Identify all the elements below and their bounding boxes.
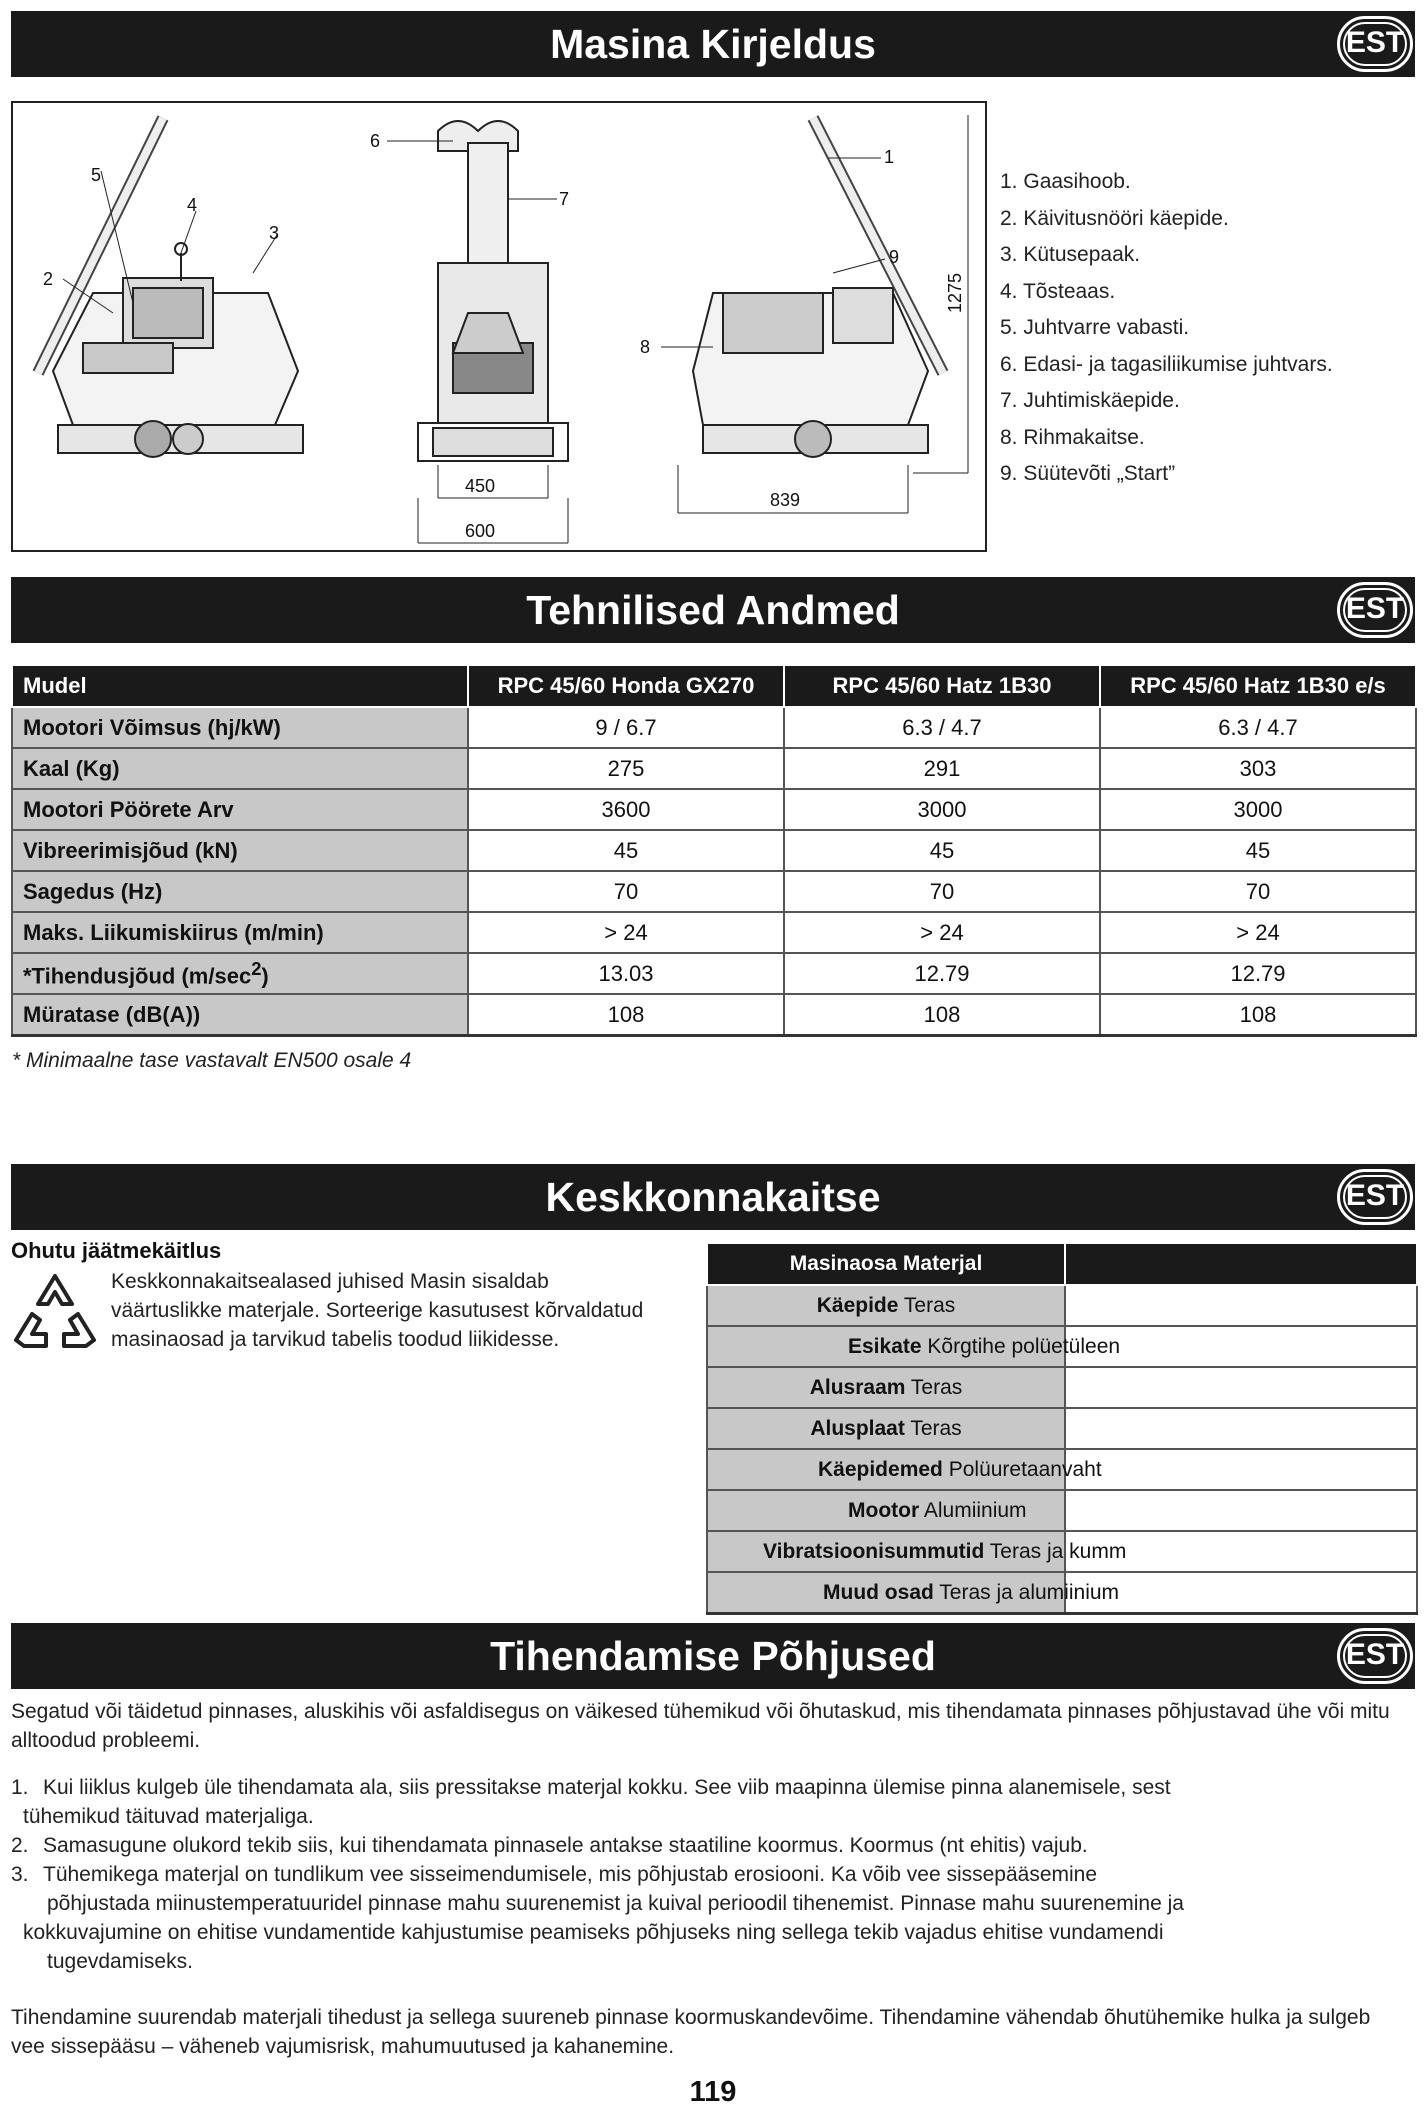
table-cell: > 24 [1100,912,1416,953]
row-label: Müratase (dB(A)) [12,994,468,1036]
table-cell: 3600 [468,789,784,830]
table-row [12,707,1416,748]
list-item: 1. Kui liiklus kulgeb üle tihendamata ala, siis pressitakse materjal kokku. See viib maapinna ülemise pinna alanemisele, sest [11,1776,1171,1799]
language-badge: EST [1337,582,1413,638]
empty-cell [1065,1367,1417,1408]
section-title: Tehnilised Andmed [526,587,900,633]
table-cell: 13.03 [468,953,784,994]
callout-1: 1 [884,147,895,167]
empty-cell [1065,1408,1417,1449]
dim-600: 600 [465,521,496,541]
list-item-continued: tugevdamiseks. [47,1950,193,1973]
section-title: Masina Kirjeldus [550,21,876,67]
table-row [707,1531,1417,1572]
table-row [707,1449,1417,1490]
legend-item: 1. Gaasihoob. [1000,170,1131,193]
machine-diagram [11,101,987,552]
table-row [12,871,1416,912]
compaction-intro: Segatud või täidetud pinnases, aluskihis või asfaldisegus on väikesed tühemikud või õhutaskud, mis tihendamata pinnases põhjustavad ühe või mitu alltoodud probleemi. [11,1700,1390,1752]
section-header-env [11,1164,1415,1230]
table-cell: 108 [468,994,784,1036]
empty-cell [1065,1490,1417,1531]
language-badge: EST [1337,16,1413,72]
row-label: Kaal (Kg) [12,748,468,789]
row-label: Maks. Liikumiskiirus (m/min) [12,912,468,953]
table-cell: 9 / 6.7 [468,707,784,748]
table-cell: 45 [468,830,784,871]
material-cell: Alusraam Teras [707,1367,1065,1408]
compaction-problems-list [11,1773,1391,1976]
row-label: Vibreerimisjõud (kN) [12,830,468,871]
column-header: Masinaosa Materjal [707,1243,1065,1285]
column-header: Mudel [12,665,468,707]
legend-item: 6. Edasi- ja tagasiliikumise juhtvars. [1000,352,1333,376]
section-header-compaction [11,1623,1415,1689]
row-label: Sagedus (Hz) [12,871,468,912]
row-label: *Tihendusjõud $(m/\sec^2)$ [12,953,468,994]
list-item-continued: tühemikud täituvad materjaliga. [23,1805,314,1828]
callout-5: 5 [91,165,102,185]
table-cell: 70 [468,871,784,912]
legend-item: 2. Käivitusnööri käepide. [1000,206,1229,230]
section-title: Keskkonnakaitse [545,1174,881,1220]
callout-8: 8 [640,337,651,357]
list-item-continued: põhjustada miinustemperatuuridel pinnase mahu suurenemist ja kuival perioodil tihenemist. Pinnase mahu suurenemine ja [47,1892,1184,1915]
table-row [707,1572,1417,1614]
legend-item: 5. Juhtvarre vabasti. [1000,316,1190,339]
callout-2: 2 [43,269,54,289]
table-cell: 6.3 / 4.7 [784,707,1100,748]
table-cell: 12.79 [784,953,1100,994]
machine-drawing [13,103,989,554]
callout-3: 3 [269,223,280,243]
table-cell: 291 [784,748,1100,789]
table-row [707,1408,1417,1449]
table-cell: 108 [1100,994,1416,1036]
table-row [12,994,1416,1036]
legend-item: 4. Tõsteaas. [1000,279,1116,303]
language-badge: EST [1337,1169,1413,1225]
material-cell: Alusplaat Teras [707,1408,1065,1449]
tech-specs-table [11,664,1417,1037]
material-cell: Muud osad Teras ja alumiinium [707,1572,1065,1614]
table-cell: 45 [784,830,1100,871]
table-row [12,953,1416,994]
footnote: * Minimaalne tase vastavalt EN500 osale 4 [12,1049,412,1072]
empty-cell [1065,1285,1417,1326]
section-header-description [11,11,1415,77]
list-item: 2. Samasugune olukord tekib siis, kui tihendamata pinnasele antakse staatiline koormus. Koormus (nt ehitis) vajub. [11,1834,1088,1857]
material-cell: Vibratsioonisummutid Teras ja kumm [707,1531,1065,1572]
row-label: Mootori Pöörete Arv [12,789,468,830]
table-cell: 275 [468,748,784,789]
table-row [707,1285,1417,1326]
waste-heading: Ohutu jäätmekäitlus [11,1238,222,1263]
column-header-empty [1065,1243,1417,1285]
list-item: 3. Tühemikega materjal on tundlikum vee sisseimendumisele, mis põhjustab erosiooni. Ka võib vee sissepääsemine [11,1863,1098,1886]
table-cell: 108 [784,994,1100,1036]
parts-legend [1000,164,1333,493]
dim-1275: 1275 [945,272,965,313]
compaction-outro: Tihendamine suurendab materjali tihedust ja sellega suureneb pinnase koormuskandevõime. Tihendamine vähendab õhutühemike hulka ja sulgeb vee sissepääsu – väheneb vajumisrisk, mahumuutused ja kahanemine. [11,2006,1371,2058]
recycle-icon [10,1270,100,1356]
column-header: RPC 45/60 Hatz 1B30 [784,665,1100,707]
language-badge: EST [1337,1628,1413,1684]
dim-839: 839 [770,490,801,510]
callout-7: 7 [559,189,570,209]
table-row [12,912,1416,953]
table-cell: 6.3 / 4.7 [1100,707,1416,748]
materials-table [706,1242,1418,1615]
legend-item: 9. Süütevõti „Start” [1000,462,1176,485]
callout-6: 6 [370,131,381,151]
material-cell: Mootor Alumiinium [707,1490,1065,1531]
material-cell: Käepide Teras [707,1285,1065,1326]
column-header: RPC 45/60 Honda GX270 [468,665,784,707]
table-cell: 70 [784,871,1100,912]
page-number: 119 [689,2076,737,2108]
table-cell: 3000 [784,789,1100,830]
callout-4: 4 [187,195,198,215]
table-row [707,1490,1417,1531]
table-cell: > 24 [784,912,1100,953]
table-cell: 70 [1100,871,1416,912]
row-label: Mootori Võimsus (hj/kW) [12,707,468,748]
dim-450: 450 [465,476,496,496]
table-cell: 45 [1100,830,1416,871]
table-row [707,1367,1417,1408]
material-cell: Käepidemed Polüuretaanvaht [707,1449,1065,1490]
table-row [12,789,1416,830]
table-row [12,748,1416,789]
legend-item: 7. Juhtimiskäepide. [1000,389,1180,412]
column-header: RPC 45/60 Hatz 1B30 e/s [1100,665,1416,707]
callout-9: 9 [889,247,900,267]
table-cell: 3000 [1100,789,1416,830]
table-cell: > 24 [468,912,784,953]
table-cell: 12.79 [1100,953,1416,994]
table-row [12,830,1416,871]
waste-text: Keskkonnakaitsealased juhised Masin sisaldab väärtuslikke materjale. Sorteerige kasutusest kõrvaldatud masinaosad ja tarvikud tabelis toodud liikidesse. [111,1270,644,1351]
legend-item: 3. Kütusepaak. [1000,243,1141,266]
section-title: Tihendamise Põhjused [490,1633,936,1679]
section-header-tech [11,577,1415,643]
table-cell: 303 [1100,748,1416,789]
list-item-continued: kokkuvajumine on ehitise vundamentide kahjustumise peamiseks põhjuseks ning sellega tekib vajadus ehitise vundamendi [23,1921,1164,1944]
table-row [707,1326,1417,1367]
empty-cell [1065,1449,1417,1490]
legend-item: 8. Rihmakaitse. [1000,425,1145,449]
material-cell: Esikate Kõrgtihe polüetüleen [707,1326,1065,1367]
